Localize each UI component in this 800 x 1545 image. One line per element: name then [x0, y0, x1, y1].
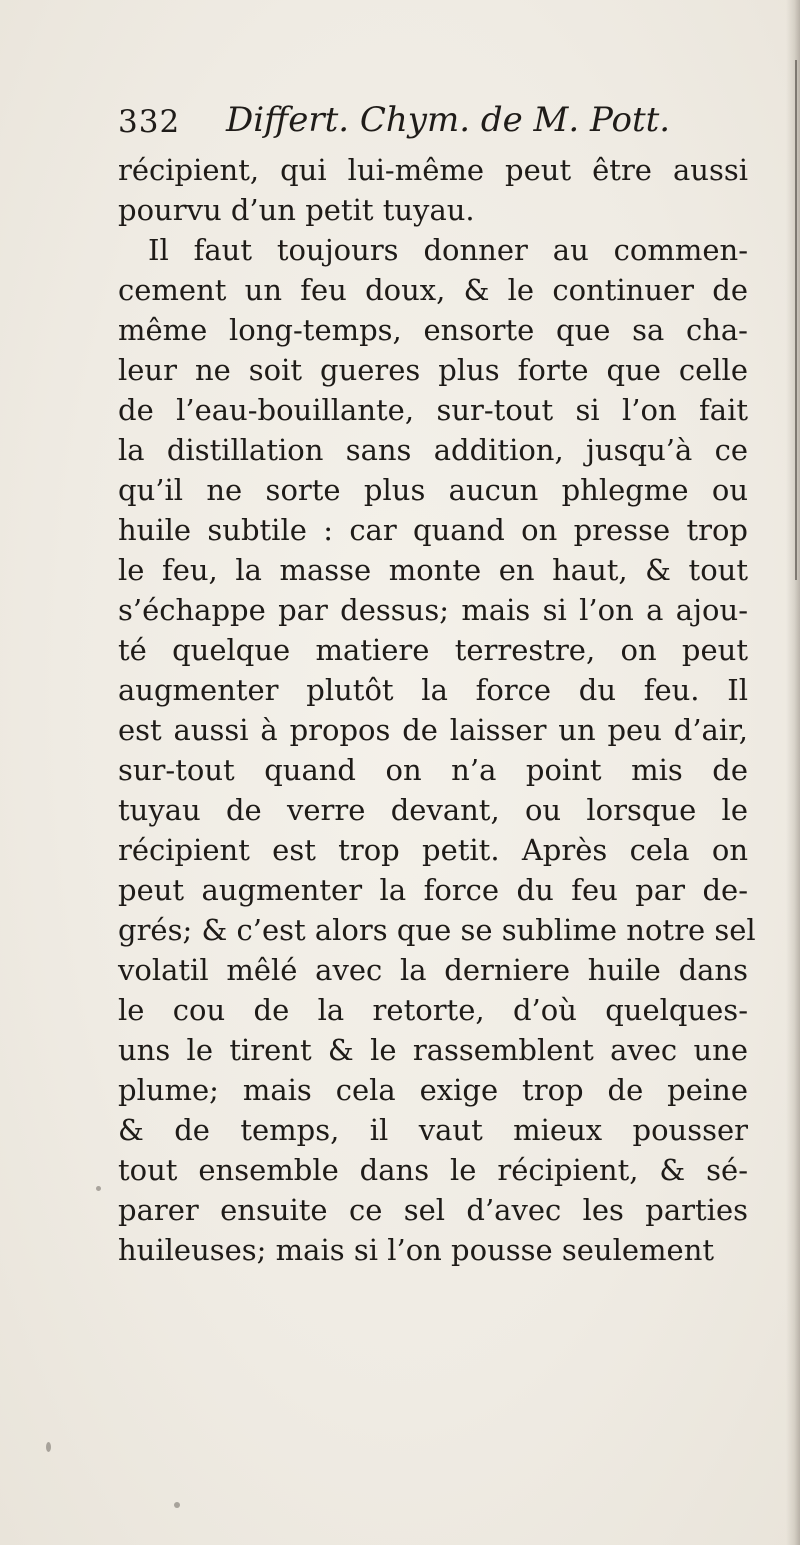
- text-line: le feu, la masse monte en haut, & tout: [118, 553, 748, 587]
- text-line: s’échappe par dessus; mais si l’on a ajou-: [118, 593, 748, 627]
- text-line: sur-tout quand on n’a point mis de: [118, 753, 748, 787]
- page-number: 332: [118, 104, 181, 140]
- text-line: le cou de la retorte, d’où quelques-: [118, 993, 748, 1027]
- text-line: té quelque matiere terrestre, on peut: [118, 633, 748, 667]
- paper-speck: [174, 1502, 180, 1508]
- paper-speck: [96, 1186, 101, 1191]
- paper-speck: [46, 1442, 51, 1452]
- text-line: & de temps, il vaut mieux pousser: [118, 1113, 748, 1147]
- body-text: [118, 150, 756, 1270]
- text-line: grés; & c’est alors que se sublime notre sel: [118, 913, 756, 947]
- text-line: même long-temps, ensorte que sa cha-: [118, 313, 748, 347]
- text-line: qu’il ne sorte plus aucun phlegme ou: [118, 473, 748, 507]
- text-line: récipient, qui lui-même peut être aussi: [118, 153, 748, 187]
- text-line: Il faut toujours donner au commen-: [148, 233, 748, 267]
- text-line: volatil mêlé avec la derniere huile dans: [118, 953, 748, 987]
- text-line: uns le tirent & le rassemblent avec une: [118, 1033, 748, 1067]
- text-line: leur ne soit gueres plus forte que celle: [118, 353, 748, 387]
- page-edge-shadow: [786, 0, 800, 1545]
- text-line: pourvu d’un petit tuyau.: [118, 193, 475, 227]
- text-line: cement un feu doux, & le continuer de: [118, 273, 748, 307]
- page-header: [118, 100, 678, 150]
- text-line: huileuses; mais si l’on pousse seulement: [118, 1233, 715, 1267]
- text-line: parer ensuite ce sel d’avec les parties: [118, 1193, 748, 1227]
- text-line: peut augmenter la force du feu par de-: [118, 873, 748, 907]
- running-head: Differt. Chym. de M. Pott.: [226, 100, 671, 140]
- text-line: plume; mais cela exige trop de peine: [118, 1073, 748, 1107]
- text-line: récipient est trop petit. Après cela on: [118, 833, 748, 867]
- text-line: tout ensemble dans le récipient, & sé-: [118, 1153, 748, 1187]
- text-line: de l’eau-bouillante, sur-tout si l’on fait: [118, 393, 748, 427]
- text-line: augmenter plutôt la force du feu. Il: [118, 673, 748, 707]
- page-edge-line: [795, 60, 797, 580]
- text-line: est aussi à propos de laisser un peu d’air,: [118, 713, 748, 747]
- text-line: tuyau de verre devant, ou lorsque le: [118, 793, 748, 827]
- text-line: la distillation sans addition, jusqu’à ce: [118, 433, 748, 467]
- text-line: huile subtile : car quand on presse trop: [118, 513, 748, 547]
